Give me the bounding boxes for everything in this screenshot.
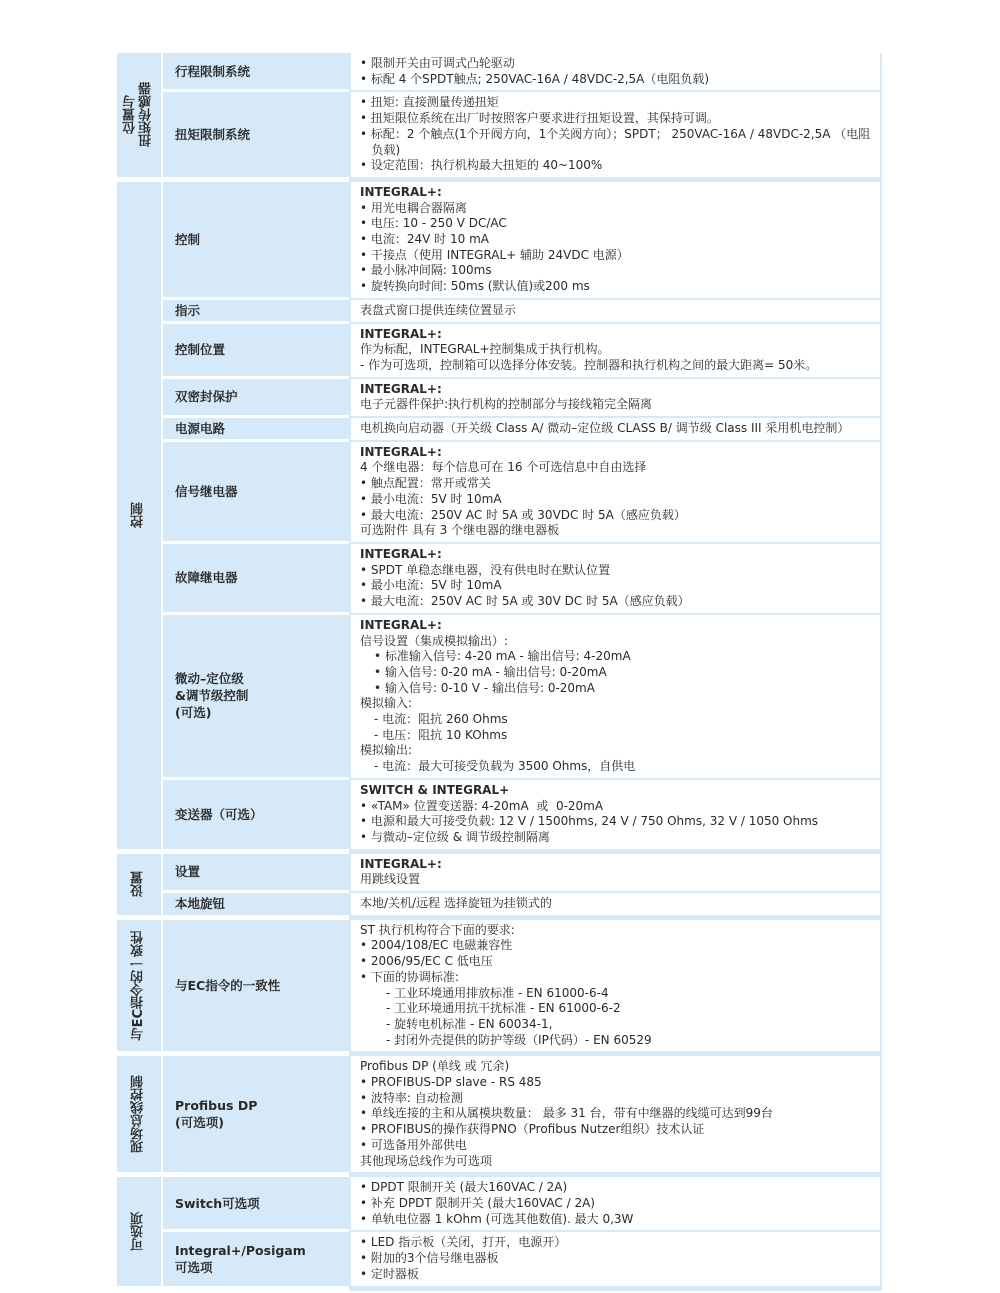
content-line: • 单线连接的主和从属模块数量： 最多 31 台，带有中继器的线缆可达到99台 [360, 1106, 773, 1121]
content-line: • 输入信号: 0-10 V - 输出信号: 0-20mA [374, 680, 595, 695]
content-line: • PROFIBUS-DP slave - RS 485 [360, 1075, 542, 1090]
row-content [349, 854, 882, 893]
content-line: • 扭矩限位系统在出厂时按照客户要求进行扭矩设置，其保持可调。 [360, 111, 719, 126]
row-content [349, 53, 882, 92]
content-line: 可选附件 具有 3 个继电器的继电器板 [360, 523, 560, 538]
row-content [349, 300, 882, 324]
content-line: • 扭矩: 直接测量传递扭矩 [360, 95, 499, 110]
row-label: 本地旋钮 [161, 893, 349, 920]
row-content [349, 1177, 882, 1232]
row-label: 行程限制系统 [161, 53, 349, 92]
spec-row [117, 92, 882, 182]
row-label: 微动–定位级 &调节级控制 (可选) [161, 615, 349, 780]
group-header [117, 854, 161, 920]
content-line: 模拟输出: [360, 743, 413, 758]
content-line: - 电压：阻抗 10 KOhms [374, 727, 508, 742]
spec-row [117, 324, 882, 379]
content-line: - 作为可选项，控制箱可以选择分体安装。控制器和执行机构之间的最大距离= 50米。 [360, 357, 818, 372]
content-line: • 与微动–定位级 & 调节级控制隔离 [360, 829, 550, 844]
content-line: • DPDT 限制开关 (最大160VAC / 2A) [360, 1180, 568, 1195]
row-content [349, 324, 882, 379]
content-line: • 旋转换向时间: 50ms (默认值)或200 ms [360, 279, 590, 294]
row-content [349, 418, 882, 442]
content-line: 电机换向启动器（开关级 Class A/ 微动–定位级 CLASS B/ 调节级 Class III 采用机电控制） [360, 421, 850, 436]
group-title: 设置 [131, 871, 146, 898]
content-line: • 设定范围：执行机构最大扭矩的 40~100% [360, 158, 603, 173]
content-line: ST 执行机构符合下面的要求: [360, 922, 515, 937]
row-label: 扭矩限制系统 [161, 92, 349, 182]
row-label: 与EC指令的一致性 [161, 920, 349, 1057]
spec-row [117, 893, 882, 920]
row-label: 故障继电器 [161, 544, 349, 615]
row-content [349, 379, 882, 418]
spec-row [117, 544, 882, 615]
content-line: • 电源和最大可接受负载: 12 V / 1500hms, 24 V / 750 Ohms, 32 V / 1050 Ohms [360, 814, 819, 829]
content-line: • 标配：2 个触点(1个开阀方向，1个关阀方向）；SPDT； 250VAC-16A / 48VDC-2,5A （电阻 [360, 126, 871, 141]
row-content [349, 1232, 882, 1290]
spec-row [117, 418, 882, 442]
content-line: • 2004/108/EC 电磁兼容性 [360, 938, 513, 953]
spec-row [117, 854, 882, 893]
group-title: 控制 [131, 502, 146, 529]
row-label: 电源电路 [161, 418, 349, 442]
group-header [117, 182, 161, 854]
row-label: 控制 [161, 182, 349, 300]
spec-row [117, 53, 882, 92]
content-line: - 封闭外壳提供的防护等级（IP代码）- EN 60529 [386, 1032, 652, 1047]
content-line: - 电流：阻抗 260 Ohms [374, 712, 508, 727]
row-content [349, 615, 882, 780]
content-line: • 附加的3个信号继电器板 [360, 1251, 499, 1266]
content-line: • 标准输入信号: 4-20 mA - 输出信号: 4-20mA [374, 649, 631, 664]
row-content [349, 442, 882, 544]
spec-row [117, 182, 882, 300]
content-line: • 输入信号: 0-20 mA - 输出信号: 0-20mA [374, 664, 607, 679]
content-heading: INTEGRAL+: [360, 617, 442, 632]
group-title: 位置与 扭矩传感器 [123, 82, 154, 148]
content-line: 负载) [360, 142, 401, 157]
content-line: • 下面的协调标准: [360, 969, 459, 984]
content-line: • 最大电流：250V AC 时 5A 或 30VDC 时 5A（感应负载） [360, 507, 686, 522]
spec-row [117, 1232, 882, 1290]
row-content [349, 780, 882, 854]
content-line: • 单轨电位器 1 kOhm (可选其他数值). 最大 0,3W [360, 1211, 634, 1226]
row-content [349, 920, 882, 1057]
content-line: 其他现场总线作为可选项 [360, 1153, 493, 1168]
row-label: 双密封保护 [161, 379, 349, 418]
row-label: 信号继电器 [161, 442, 349, 544]
row-label: 控制位置 [161, 324, 349, 379]
content-line: • 定时器板 [360, 1266, 419, 1281]
content-heading: SWITCH & INTEGRAL+ [360, 782, 510, 797]
content-line: 作为标配，INTEGRAL+控制集成于执行机构。 [360, 342, 610, 357]
content-line: - 电流：最大可接受负载为 3500 Ohms，自供电 [374, 759, 636, 774]
spec-row [117, 442, 882, 544]
row-content [349, 92, 882, 182]
group-header [117, 1056, 161, 1177]
content-line: • 触点配置：常开或常关 [360, 476, 491, 491]
content-line: • 最大电流：250V AC 时 5A 或 30V DC 时 5A（感应负载） [360, 594, 690, 609]
content-line: 模拟输入: [360, 696, 413, 711]
content-line: 信号设置（集成模拟输出）: [360, 633, 509, 648]
spec-row [117, 379, 882, 418]
content-line: • 最小电流：5V 时 10mA [360, 491, 502, 506]
content-line: Profibus DP (单线 或 冗余) [360, 1059, 510, 1074]
content-line: • 2006/95/EC C 低电压 [360, 954, 493, 969]
content-line: • 补充 DPDT 限制开关 (最大160VAC / 2A) [360, 1196, 595, 1210]
row-label: 变送器（可选） [161, 780, 349, 854]
content-line: • SPDT 单稳态继电器，没有供电时在默认位置 [360, 562, 611, 577]
row-content [349, 182, 882, 300]
spec-row [117, 780, 882, 854]
spec-row [117, 615, 882, 780]
content-line: • 限制开关由可调式凸轮驱动 [360, 56, 515, 70]
content-heading: INTEGRAL+: [360, 444, 442, 459]
content-line: • 标配 4 个SPDT触点; 250VAC-16A / 48VDC-2,5A（电阻负载) [360, 71, 710, 86]
row-label: Integral+/Posigam 可选项 [161, 1232, 349, 1290]
content-line: 电子元器件保护:执行机构的控制部分与接线箱完全隔离 [360, 397, 653, 412]
content-line: - 旋转电机标准 - EN 60034-1, [386, 1016, 553, 1031]
spec-row [117, 1177, 882, 1232]
group-title: 可选项 [131, 1211, 146, 1251]
row-content [349, 893, 882, 920]
content-line: • 电压: 10 - 250 V DC/AC [360, 216, 507, 231]
content-line: 用跳线设置 [360, 872, 421, 887]
content-line: 表盘式窗口提供连续位置显示 [360, 302, 517, 317]
group-title: 现场总线控制 [131, 1075, 146, 1154]
row-label: Profibus DP (可选项) [161, 1056, 349, 1177]
content-line: - 工业环境通用排放标准 - EN 61000-6-4 [386, 985, 609, 1000]
row-label: 设置 [161, 854, 349, 893]
content-line: • 可选备用外部供电 [360, 1137, 467, 1152]
row-content [349, 544, 882, 615]
content-line: • «TAM» 位置变送器: 4-20mA 或 0-20mA [360, 798, 604, 813]
content-line: • 干接点（使用 INTEGRAL+ 辅助 24VDC 电源） [360, 247, 629, 262]
content-line: • 用光电耦合器隔离 [360, 200, 467, 215]
content-line: • 电流：24V 时 10 mA [360, 232, 489, 247]
group-header [117, 1177, 161, 1290]
group-title: 与EC指令的一致性 [131, 930, 146, 1041]
content-line: - 工业环境通用抗干扰标准 - EN 61000-6-2 [386, 1001, 621, 1016]
row-label: Switch可选项 [161, 1177, 349, 1232]
content-heading: INTEGRAL+: [360, 326, 442, 341]
row-label: 指示 [161, 300, 349, 324]
content-line: • 最小脉冲间隔: 100ms [360, 263, 492, 278]
content-heading: INTEGRAL+: [360, 856, 442, 871]
spec-row [117, 920, 882, 1057]
group-header [117, 53, 161, 182]
content-line: 4 个继电器：每个信息可在 16 个可选信息中自由选择 [360, 460, 647, 475]
content-line: • LED 指示板（关闭，打开，电源开） [360, 1235, 567, 1250]
content-line: • 波特率: 自动检测 [360, 1090, 463, 1105]
content-heading: INTEGRAL+: [360, 381, 442, 396]
content-heading: INTEGRAL+: [360, 184, 442, 199]
spec-row [117, 1056, 882, 1177]
content-heading: INTEGRAL+: [360, 546, 442, 561]
content-line: • 最小电流：5V 时 10mA [360, 578, 502, 593]
spec-table [117, 53, 882, 1291]
row-content [349, 1056, 882, 1177]
content-line: 本地/关机/远程 选择旋钮为挂锁式的 [360, 896, 552, 911]
content-line: • PROFIBUS的操作获得PNO（Profibus Nutzer组织）技术认证 [360, 1122, 705, 1137]
spec-row [117, 300, 882, 324]
group-header [117, 920, 161, 1057]
